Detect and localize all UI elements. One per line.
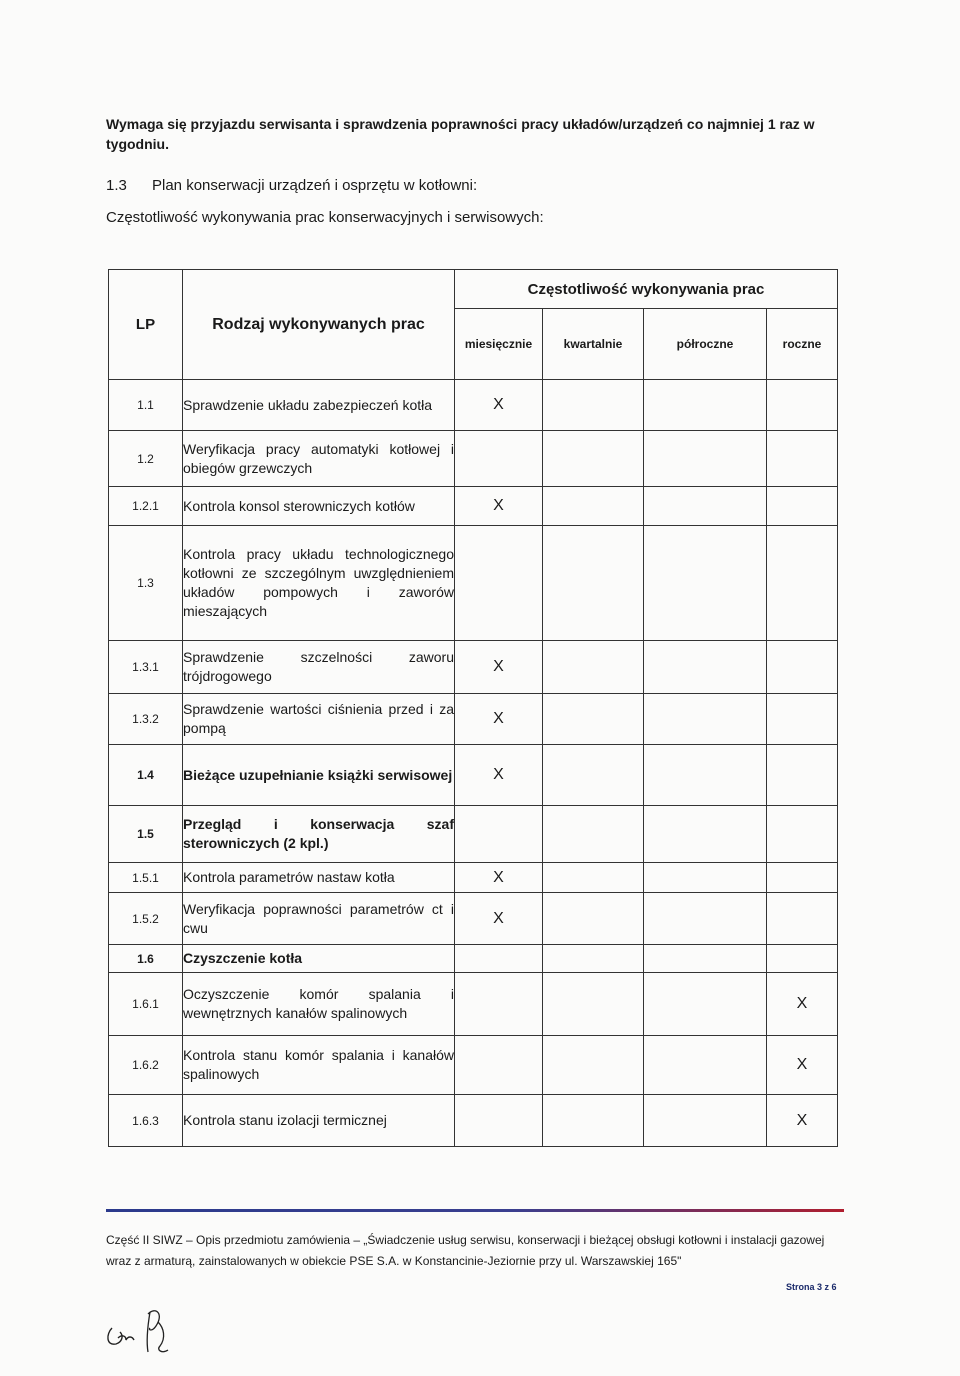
row-description: Oczyszczenie komór spalania i wewnętrznych kanałów spalinowych xyxy=(183,973,455,1036)
row-lp: 1.4 xyxy=(109,745,183,806)
mark-monthly xyxy=(455,1095,543,1147)
footer-description: Część II SIWZ – Opis przedmiotu zamówienia – „Świadczenie usług serwisu, konserwacji i bieżącej obsługi kotłowni i instalacji gazowej wraz z armaturą, zainstalowanych w obiekcie PSE S.A. w Konstancinie-Jeziornie przy ul. Warszawskiej 165" xyxy=(106,1233,825,1268)
mark-monthly xyxy=(455,431,543,487)
mark-quarterly xyxy=(543,1095,644,1147)
mark-monthly: X xyxy=(455,745,543,806)
mark-annual xyxy=(767,526,838,641)
mark-quarterly xyxy=(543,945,644,973)
mark-monthly: X xyxy=(455,694,543,745)
row-lp: 1.2.1 xyxy=(109,487,183,526)
mark-semiannual xyxy=(644,431,767,487)
footer-divider xyxy=(106,1209,844,1212)
section-title: Plan konserwacji urządzeń i osprzętu w kotłowni: xyxy=(152,177,478,194)
mark-monthly: X xyxy=(455,893,543,945)
mark-annual xyxy=(767,893,838,945)
mark-semiannual xyxy=(644,806,767,863)
table-row xyxy=(109,863,838,893)
header-quarterly: kwartalnie xyxy=(543,309,644,380)
row-description: Bieżące uzupełnianie książki serwisowej xyxy=(183,745,455,806)
table-row xyxy=(109,487,838,526)
mark-annual: X xyxy=(767,973,838,1036)
mark-annual xyxy=(767,745,838,806)
mark-annual xyxy=(767,431,838,487)
header-semiannual: półroczne xyxy=(644,309,767,380)
row-lp: 1.5.2 xyxy=(109,893,183,945)
mark-monthly: X xyxy=(455,641,543,694)
mark-semiannual xyxy=(644,893,767,945)
mark-semiannual xyxy=(644,745,767,806)
table-row xyxy=(109,380,838,431)
mark-quarterly xyxy=(543,893,644,945)
table-row xyxy=(109,694,838,745)
row-description: Kontrola pracy układu technologicznego kotłowni ze szczególnym uwzględnieniem układów pompowych i zaworów mieszających xyxy=(183,526,455,641)
row-lp: 1.5.1 xyxy=(109,863,183,893)
row-description: Weryfikacja poprawności parametrów ct i cwu xyxy=(183,893,455,945)
mark-quarterly xyxy=(543,641,644,694)
table-row xyxy=(109,745,838,806)
section-heading xyxy=(106,176,477,196)
mark-semiannual xyxy=(644,526,767,641)
frequency-intro: Częstotliwość wykonywania prac konserwacyjnych i serwisowych: xyxy=(106,209,544,226)
row-description: Weryfikacja pracy automatyki kotłowej i obiegów grzewczych xyxy=(183,431,455,487)
row-description: Sprawdzenie szczelności zaworu trójdrogowego xyxy=(183,641,455,694)
header-frequency: Częstotliwość wykonywania prac xyxy=(455,270,838,309)
mark-semiannual xyxy=(644,641,767,694)
table-row xyxy=(109,806,838,863)
mark-annual: X xyxy=(767,1095,838,1147)
mark-semiannual xyxy=(644,1095,767,1147)
mark-quarterly xyxy=(543,1036,644,1095)
row-lp: 1.3.2 xyxy=(109,694,183,745)
mark-quarterly xyxy=(543,973,644,1036)
mark-quarterly xyxy=(543,487,644,526)
table-row xyxy=(109,1036,838,1095)
table-row xyxy=(109,641,838,694)
table-row xyxy=(109,431,838,487)
table-row xyxy=(109,945,838,973)
header-annual: roczne xyxy=(767,309,838,380)
section-number: 1.3 xyxy=(106,177,127,194)
header-monthly: miesięcznie xyxy=(455,309,543,380)
header-lp: LP xyxy=(109,270,183,380)
mark-quarterly xyxy=(543,863,644,893)
intro-requirement: Wymaga się przyjazdu serwisanta i sprawdzenia poprawności pracy układów/urządzeń co najmniej 1 raz w tygodniu. xyxy=(106,116,815,152)
row-lp: 1.6.3 xyxy=(109,1095,183,1147)
mark-annual xyxy=(767,806,838,863)
mark-semiannual xyxy=(644,863,767,893)
mark-annual xyxy=(767,694,838,745)
mark-monthly: X xyxy=(455,487,543,526)
table-row xyxy=(109,893,838,945)
row-description: Sprawdzenie układu zabezpieczeń kotła xyxy=(183,380,455,431)
mark-semiannual xyxy=(644,380,767,431)
mark-quarterly xyxy=(543,431,644,487)
mark-semiannual xyxy=(644,487,767,526)
mark-semiannual xyxy=(644,973,767,1036)
mark-quarterly xyxy=(543,380,644,431)
row-description: Kontrola konsol sterowniczych kotłów xyxy=(183,487,455,526)
row-lp: 1.3.1 xyxy=(109,641,183,694)
mark-annual xyxy=(767,487,838,526)
row-description: Sprawdzenie wartości ciśnienia przed i za pompą xyxy=(183,694,455,745)
page-number: Strona 3 z 6 xyxy=(786,1282,837,1292)
mark-monthly xyxy=(455,1036,543,1095)
mark-monthly xyxy=(455,973,543,1036)
row-lp: 1.6 xyxy=(109,945,183,973)
row-description: Czyszczenie kotła xyxy=(183,945,455,973)
row-description: Kontrola stanu komór spalania i kanałów spalinowych xyxy=(183,1036,455,1095)
mark-quarterly xyxy=(543,745,644,806)
mark-monthly: X xyxy=(455,380,543,431)
row-lp: 1.1 xyxy=(109,380,183,431)
row-lp: 1.3 xyxy=(109,526,183,641)
table-row xyxy=(109,526,838,641)
table-row xyxy=(109,1095,838,1147)
handwritten-initials-signature xyxy=(104,1288,174,1358)
mark-annual xyxy=(767,641,838,694)
mark-annual xyxy=(767,380,838,431)
mark-semiannual xyxy=(644,1036,767,1095)
mark-quarterly xyxy=(543,694,644,745)
mark-annual xyxy=(767,863,838,893)
mark-semiannual xyxy=(644,945,767,973)
mark-quarterly xyxy=(543,806,644,863)
mark-annual xyxy=(767,945,838,973)
mark-semiannual xyxy=(644,694,767,745)
row-description: Przegląd i konserwacja szaf sterowniczych (2 kpl.) xyxy=(183,806,455,863)
row-description: Kontrola parametrów nastaw kotła xyxy=(183,863,455,893)
mark-quarterly xyxy=(543,526,644,641)
maintenance-table xyxy=(108,269,838,1147)
mark-monthly xyxy=(455,526,543,641)
header-work-type: Rodzaj wykonywanych prac xyxy=(183,270,455,380)
row-lp: 1.6.2 xyxy=(109,1036,183,1095)
row-lp: 1.5 xyxy=(109,806,183,863)
mark-monthly xyxy=(455,945,543,973)
mark-annual: X xyxy=(767,1036,838,1095)
row-description: Kontrola stanu izolacji termicznej xyxy=(183,1095,455,1147)
row-lp: 1.6.1 xyxy=(109,973,183,1036)
table-row xyxy=(109,973,838,1036)
row-lp: 1.2 xyxy=(109,431,183,487)
mark-monthly xyxy=(455,806,543,863)
mark-monthly: X xyxy=(455,863,543,893)
